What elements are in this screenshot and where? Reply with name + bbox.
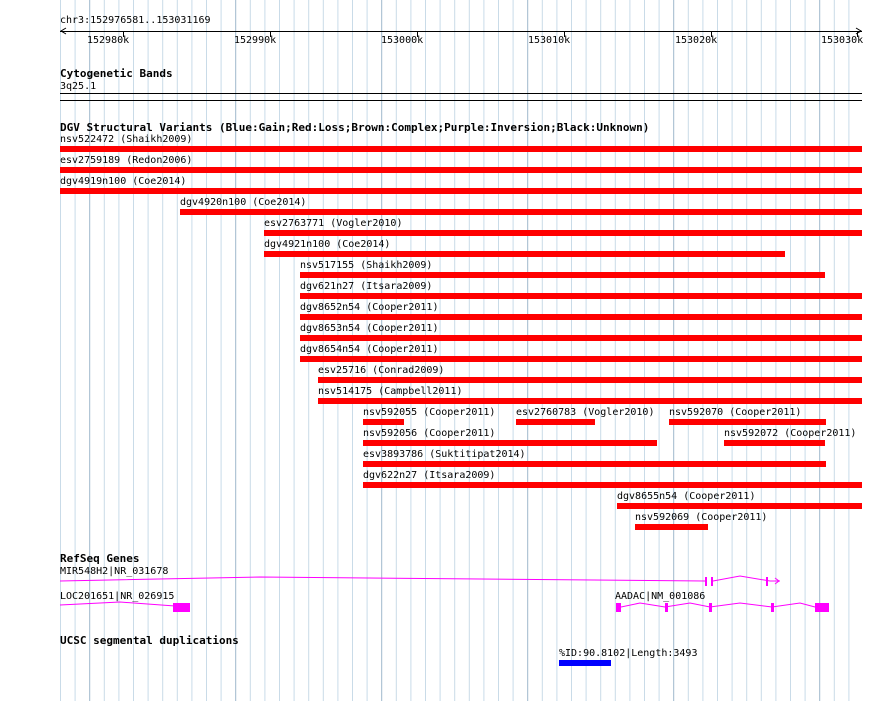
- dgv-feature-label[interactable]: nsv514175 (Campbell2011): [318, 386, 463, 397]
- dgv-feature-label[interactable]: esv2763771 (Vogler2010): [264, 218, 403, 229]
- dgv-feature-bar[interactable]: [318, 377, 862, 383]
- dgv-track-title: DGV Structural Variants (Blue:Gain;Red:Loss;Brown:Complex;Purple:Inversion;Black:Unknown): [60, 121, 650, 134]
- dgv-feature-bar[interactable]: [363, 482, 862, 488]
- cytoband-line-top: [60, 93, 862, 94]
- dgv-feature-bar[interactable]: [264, 251, 785, 257]
- dgv-feature-label[interactable]: dgv4920n100 (Coe2014): [180, 197, 307, 208]
- dgv-feature-label[interactable]: esv2760783 (Vogler2010): [516, 407, 655, 418]
- dgv-feature-bar[interactable]: [300, 356, 862, 362]
- dgv-feature-label[interactable]: nsv522472 (Shaikh2009): [60, 134, 193, 145]
- ruler-tick-label: 153030k: [821, 35, 864, 46]
- ruler-tick-label: 152980k: [87, 35, 130, 46]
- dgv-feature-label[interactable]: nsv517155 (Shaikh2009): [300, 260, 433, 271]
- dgv-feature-label[interactable]: dgv4921n100 (Coe2014): [264, 239, 391, 250]
- ruler-line: [60, 31, 862, 32]
- ruler-tick-label: 153020k: [675, 35, 718, 46]
- cytoband-label: 3q25.1: [60, 81, 97, 92]
- dgv-feature-bar[interactable]: [300, 293, 862, 299]
- dgv-feature-label[interactable]: dgv621n27 (Itsara2009): [300, 281, 433, 292]
- dgv-feature-label[interactable]: nsv592056 (Cooper2011): [363, 428, 496, 439]
- segdup-bar[interactable]: [559, 660, 611, 666]
- dgv-feature-bar[interactable]: [300, 272, 825, 278]
- gene-label-aadac[interactable]: AADAC|NM_001086: [615, 591, 706, 602]
- cytoband-line-bottom: [60, 100, 862, 101]
- dgv-feature-bar[interactable]: [363, 419, 404, 425]
- dgv-feature-bar[interactable]: [60, 188, 862, 194]
- dgv-feature-bar[interactable]: [264, 230, 862, 236]
- dgv-feature-label[interactable]: nsv592072 (Cooper2011): [724, 428, 857, 439]
- ruler-tick-label: 153000k: [381, 35, 424, 46]
- dgv-feature-bar[interactable]: [180, 209, 862, 215]
- dgv-feature-bar[interactable]: [60, 146, 862, 152]
- gene-label-mir548h2[interactable]: MIR548H2|NR_031678: [60, 566, 169, 577]
- dgv-feature-bar[interactable]: [363, 461, 826, 467]
- dgv-feature-label[interactable]: nsv592070 (Cooper2011): [669, 407, 802, 418]
- dgv-feature-bar[interactable]: [669, 419, 826, 425]
- dgv-feature-label[interactable]: dgv4919n100 (Coe2014): [60, 176, 187, 187]
- dgv-feature-bar[interactable]: [724, 440, 825, 446]
- dgv-feature-bar[interactable]: [300, 314, 862, 320]
- ruler-tick-label: 152990k: [234, 35, 277, 46]
- dgv-feature-label[interactable]: nsv592069 (Cooper2011): [635, 512, 768, 523]
- dgv-feature-label[interactable]: dgv8655n54 (Cooper2011): [617, 491, 756, 502]
- dgv-feature-label[interactable]: esv25716 (Conrad2009): [318, 365, 445, 376]
- dgv-feature-bar[interactable]: [60, 167, 862, 173]
- dgv-feature-bar[interactable]: [300, 335, 862, 341]
- dgv-feature-bar[interactable]: [318, 398, 862, 404]
- dgv-feature-label[interactable]: dgv8653n54 (Cooper2011): [300, 323, 439, 334]
- segdups-track-title: UCSC segmental duplications: [60, 634, 239, 647]
- dgv-feature-label[interactable]: dgv8652n54 (Cooper2011): [300, 302, 439, 313]
- ruler-location-label: chr3:152976581..153031169: [60, 15, 211, 26]
- dgv-feature-bar[interactable]: [635, 524, 708, 530]
- refseq-track-title: RefSeq Genes: [60, 552, 140, 565]
- cytobands-title: Cytogenetic Bands: [60, 67, 173, 80]
- dgv-feature-label[interactable]: esv2759189 (Redon2006): [60, 155, 193, 166]
- gene-label-loc201651[interactable]: LOC201651|NR_026915: [60, 591, 175, 602]
- dgv-feature-label[interactable]: dgv622n27 (Itsara2009): [363, 470, 496, 481]
- dgv-feature-label[interactable]: esv3893786 (Suktitipat2014): [363, 449, 526, 460]
- dgv-feature-bar[interactable]: [617, 503, 862, 509]
- dgv-feature-label[interactable]: dgv8654n54 (Cooper2011): [300, 344, 439, 355]
- ruler-tick-label: 153010k: [528, 35, 571, 46]
- dgv-feature-label[interactable]: nsv592055 (Cooper2011): [363, 407, 496, 418]
- dgv-feature-bar[interactable]: [363, 440, 657, 446]
- dgv-feature-bar[interactable]: [516, 419, 595, 425]
- segdup-label[interactable]: %ID:90.8102|Length:3493: [559, 648, 698, 659]
